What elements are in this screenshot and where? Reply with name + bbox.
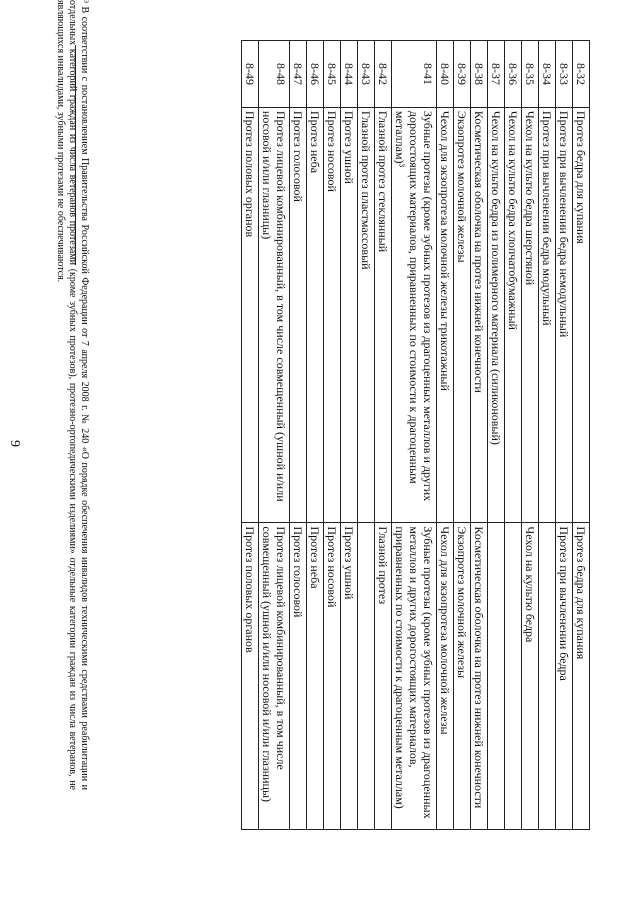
item-code: 8-49 [242, 41, 259, 108]
veteran-item: Зубные протезы (кроме зубных протезов из драгоценных металлов и других дорогостоящих материалов, приравненных по стоимости к драгоценным металлам) [392, 523, 437, 830]
table-row [358, 41, 375, 830]
table-row [522, 41, 539, 830]
table-row [488, 41, 505, 830]
veteran-item: Протез половых органов [242, 523, 259, 830]
veteran-item: Протез неба [307, 523, 324, 830]
veteran-item [505, 523, 522, 830]
item-code: 8-32 [573, 41, 590, 108]
item-code: 8-33 [556, 41, 573, 108]
item-code: 8-45 [324, 41, 341, 108]
table-row [375, 41, 392, 830]
item-code: 8-35 [522, 41, 539, 108]
veteran-item: Протез при вычленении бедра [556, 523, 573, 830]
item-code: 8-38 [471, 41, 488, 108]
item-name: Чехол на культю бедра шерстяной [522, 107, 539, 523]
veteran-item: Косметическая оболочка на протез нижней конечности [471, 523, 488, 830]
item-name: Чехол на культю бедра хлопчатобумажный [505, 107, 522, 523]
item-name: Чехол на культю бедра из полимерного материала (силиконовый) [488, 107, 505, 523]
table-row [573, 41, 590, 830]
item-name: Косметическая оболочка на протез нижней конечности [471, 107, 488, 523]
veteran-item: Чехол на культю бедра [522, 523, 539, 830]
item-code: 8-37 [488, 41, 505, 108]
veteran-item: Глазной протез [375, 523, 392, 830]
table-row [437, 41, 454, 830]
item-name: Глазной протез пластмассовый [358, 107, 375, 523]
item-name: Протез ушной [341, 107, 358, 523]
item-code: 8-47 [290, 41, 307, 108]
item-name: Зубные протезы (кроме зубных протезов из драгоценных металлов и других дорогостоящих материалов, приравненных по стоимости к драгоценным металлам)³ [392, 107, 437, 523]
item-code: 8-36 [505, 41, 522, 108]
table-row [471, 41, 488, 830]
item-code: 8-44 [341, 41, 358, 108]
veteran-item: Протез голосовой [290, 523, 307, 830]
item-name: Протез половых органов [242, 107, 259, 523]
item-code: 8-40 [437, 41, 454, 108]
table-row [539, 41, 556, 830]
table-row [505, 41, 522, 830]
veteran-item: Протез ушной [341, 523, 358, 830]
item-name: Протез неба [307, 107, 324, 523]
item-name: Экзопротез молочной железы [454, 107, 471, 523]
veteran-item: Чехол для экзопротеза молочной железы [437, 523, 454, 830]
item-name: Протез бедра для купания [573, 107, 590, 523]
table-row [454, 41, 471, 830]
table-row [290, 41, 307, 830]
item-name: Глазной протез стеклянный [375, 107, 392, 523]
item-code: 8-39 [454, 41, 471, 108]
item-name: Протез при вычленении бедра немодульный [556, 107, 573, 523]
page-number: 9 [7, 440, 22, 447]
veteran-item [358, 523, 375, 830]
item-code: 8-43 [358, 41, 375, 108]
items-table [241, 40, 590, 830]
footnote: ³ В соответствии с постановлением Правительства Российской Федерации от 7 апреля 2008 г. № 240 «О порядке обеспечения инвалидов техническими средствами реабилитации и отдельных категорий граждан из числа ветеранов протезами (кроме зубных протезов), протезно-ортопедическими изделиями» отдельные категории граждан из числа ветеранов, не являющихся инвалидами, зубными протезами не обеспечиваются. [55, 0, 90, 790]
item-name: Протез носовой [324, 107, 341, 523]
item-code: 8-48 [259, 41, 290, 108]
table-row [556, 41, 573, 830]
item-name: Протез при вычленении бедра модульный [539, 107, 556, 523]
item-code: 8-41 [392, 41, 437, 108]
item-name: Чехол для экзопротеза молочной железы трикотажный [437, 107, 454, 523]
table-row [307, 41, 324, 830]
item-code: 8-34 [539, 41, 556, 108]
table-row [259, 41, 290, 830]
table-row [324, 41, 341, 830]
item-code: 8-46 [307, 41, 324, 108]
table-row [392, 41, 437, 830]
veteran-item [539, 523, 556, 830]
table-row [341, 41, 358, 830]
veteran-item: Протез лицевой комбинированный, в том числе совмещенный (ушной и/или носовой и/или глазницы) [259, 523, 290, 830]
veteran-item: Протез бедра для купания [573, 523, 590, 830]
table-row [242, 41, 259, 830]
item-name: Протез голосовой [290, 107, 307, 523]
item-code: 8-42 [375, 41, 392, 108]
veteran-item: Протез носовой [324, 523, 341, 830]
veteran-item: Экзопротез молочной железы [454, 523, 471, 830]
veteran-item [488, 523, 505, 830]
item-name: Протез лицевой комбинированный, в том числе совмещенный (ушной и/или носовой и/или глазницы) [259, 107, 290, 523]
rotated-table-wrapper [55, 40, 590, 830]
